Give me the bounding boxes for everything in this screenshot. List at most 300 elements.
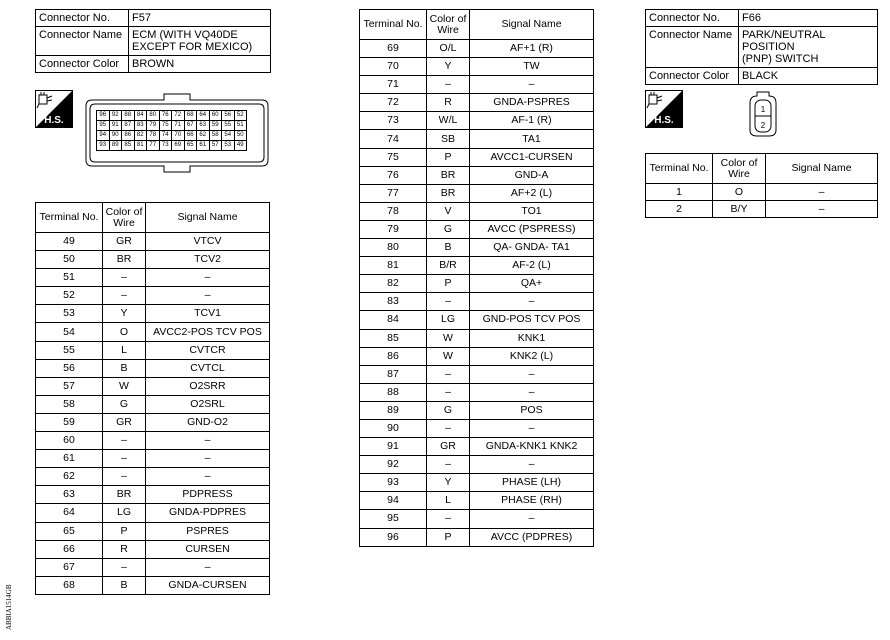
hs-label: H.S. — [654, 115, 674, 126]
signal-name-cell: – — [766, 184, 878, 201]
connector-name-line1: ECM (WITH VQ40DE — [132, 29, 238, 41]
wire-color-cell: Y — [427, 58, 470, 76]
signal-name-cell: – — [146, 287, 270, 305]
terminal-no-cell: 52 — [36, 287, 103, 305]
terminal-no-cell: 92 — [360, 456, 427, 474]
table-row — [36, 395, 270, 413]
pin-cell: 80 — [147, 111, 160, 121]
pin-cell: 65 — [184, 141, 197, 151]
wire-color-cell: BR — [103, 251, 146, 269]
table-row — [36, 504, 270, 522]
wire-color-cell: Y — [427, 474, 470, 492]
terminal-no-cell: 77 — [360, 184, 427, 202]
table-body — [36, 233, 270, 595]
signal-name-cell: TA1 — [470, 130, 594, 148]
connector-color-label: Connector Color — [36, 56, 129, 73]
signal-name-cell: POS — [470, 401, 594, 419]
header-signal-name: Signal Name — [470, 10, 594, 40]
terminal-no-cell: 2 — [646, 201, 713, 218]
table-row — [360, 329, 594, 347]
wire-color-cell: B/R — [427, 257, 470, 275]
wire-color-cell: O — [713, 184, 766, 201]
pin-grid-table — [96, 110, 247, 151]
terminal-table-f57-b — [359, 9, 594, 547]
wire-color-cell: – — [103, 269, 146, 287]
header-terminal-no: Terminal No. — [36, 203, 103, 233]
terminal-no-cell: 91 — [360, 438, 427, 456]
signal-name-cell: – — [470, 456, 594, 474]
terminal-no-cell: 70 — [360, 58, 427, 76]
pin-cell: 57 — [209, 141, 222, 151]
table-row — [36, 377, 270, 395]
table-row — [36, 486, 270, 504]
signal-name-cell: – — [470, 510, 594, 528]
signal-name-cell: CURSEN — [146, 540, 270, 558]
table-row — [36, 323, 270, 341]
pin-cell: 83 — [134, 121, 147, 131]
harness-side-icon — [35, 90, 73, 128]
pin-cell: 76 — [159, 111, 172, 121]
signal-name-cell: O2SRL — [146, 395, 270, 413]
f57-pin-grid — [96, 110, 247, 151]
pin-cell: 88 — [122, 111, 135, 121]
wire-color-cell: O — [103, 323, 146, 341]
f66-connector-face — [748, 90, 778, 138]
pin-cell: 81 — [134, 141, 147, 151]
table-row — [360, 510, 594, 528]
terminal-no-cell: 78 — [360, 202, 427, 220]
header-terminal-no: Terminal No. — [646, 154, 713, 184]
signal-name-cell: AF-1 (R) — [470, 112, 594, 130]
signal-name-cell: TCV2 — [146, 251, 270, 269]
table-row — [360, 492, 594, 510]
terminal-no-cell: 1 — [646, 184, 713, 201]
pin-cell: 64 — [197, 111, 210, 121]
pin-cell: 62 — [197, 131, 210, 141]
wire-color-cell: – — [103, 287, 146, 305]
terminal-no-cell: 62 — [36, 468, 103, 486]
terminal-no-cell: 56 — [36, 359, 103, 377]
header-color-line2: Wire — [113, 216, 135, 229]
figure-code-text: ABBIA1514GB — [5, 584, 13, 630]
table-body — [360, 40, 594, 547]
pin-cell: 60 — [209, 111, 222, 121]
terminal-no-cell: 64 — [36, 504, 103, 522]
signal-name-cell: KNK1 — [470, 329, 594, 347]
wire-color-cell: LG — [427, 311, 470, 329]
signal-name-cell: – — [146, 558, 270, 576]
signal-name-cell: – — [470, 383, 594, 401]
pin-1-label: 1 — [760, 105, 766, 114]
pin-cell: 51 — [234, 121, 247, 131]
table-row — [36, 305, 270, 323]
wire-color-cell: W — [427, 329, 470, 347]
pin-cell: 89 — [109, 141, 122, 151]
wire-color-cell: BR — [427, 166, 470, 184]
pin-cell: 61 — [197, 141, 210, 151]
table-row — [360, 275, 594, 293]
wire-color-cell: V — [427, 202, 470, 220]
signal-name-cell: GND-POS TCV POS — [470, 311, 594, 329]
pin-cell: 58 — [209, 131, 222, 141]
terminal-no-cell: 84 — [360, 311, 427, 329]
table-row — [360, 76, 594, 94]
terminal-no-cell: 57 — [36, 377, 103, 395]
signal-name-cell: – — [146, 269, 270, 287]
terminal-no-cell: 96 — [360, 528, 427, 546]
wire-color-cell: – — [103, 558, 146, 576]
figure-code — [2, 572, 14, 632]
table-row — [36, 269, 270, 287]
pin-cell: 78 — [147, 131, 160, 141]
terminal-no-cell: 74 — [360, 130, 427, 148]
table-row — [360, 474, 594, 492]
terminal-no-cell: 63 — [36, 486, 103, 504]
terminal-no-cell: 81 — [360, 257, 427, 275]
terminal-table-f57-a — [35, 202, 270, 595]
wire-color-cell: – — [427, 510, 470, 528]
pin-cell: 77 — [147, 141, 160, 151]
pin-cell: 54 — [222, 131, 235, 141]
signal-name-cell: TW — [470, 58, 594, 76]
wire-color-cell: GR — [103, 233, 146, 251]
table-row — [646, 184, 878, 201]
table-row — [360, 456, 594, 474]
terminal-no-cell: 88 — [360, 383, 427, 401]
wire-color-cell: – — [427, 419, 470, 437]
wire-color-cell: P — [427, 148, 470, 166]
pin-cell: 94 — [97, 131, 110, 141]
connector-no-value: F66 — [739, 10, 878, 27]
signal-name-cell: O2SRR — [146, 377, 270, 395]
wire-color-cell: G — [427, 401, 470, 419]
pin-row — [97, 131, 247, 141]
table-row — [360, 112, 594, 130]
table-body — [646, 184, 878, 218]
terminal-no-cell: 69 — [360, 40, 427, 58]
pin-cell: 96 — [97, 111, 110, 121]
harness-side-icon — [645, 90, 683, 128]
signal-name-cell: AVCC1-CURSEN — [470, 148, 594, 166]
table-row — [646, 201, 878, 218]
wire-color-cell: B — [103, 576, 146, 594]
table-row — [360, 94, 594, 112]
wire-color-cell: W/L — [427, 112, 470, 130]
table-row — [36, 576, 270, 594]
pin-cell: 86 — [122, 131, 135, 141]
pin-cell: 92 — [109, 111, 122, 121]
signal-name-cell: PDPRESS — [146, 486, 270, 504]
connector-name-line2: EXCEPT FOR MEXICO) — [132, 41, 253, 53]
pin-cell: 87 — [122, 121, 135, 131]
terminal-no-cell: 66 — [36, 540, 103, 558]
table-row — [360, 257, 594, 275]
f57-connector-face — [84, 92, 270, 176]
pin-cell: 49 — [234, 141, 247, 151]
signal-name-cell: GNDA-CURSEN — [146, 576, 270, 594]
pin-row — [97, 141, 247, 151]
pin-cell: 73 — [159, 141, 172, 151]
terminal-no-cell: 60 — [36, 432, 103, 450]
terminal-no-cell: 61 — [36, 450, 103, 468]
pin-row — [97, 121, 247, 131]
signal-name-cell: GNDA-PDPRES — [146, 504, 270, 522]
terminal-no-cell: 80 — [360, 239, 427, 257]
terminal-no-cell: 76 — [360, 166, 427, 184]
table-row — [36, 540, 270, 558]
connector-color-label: Connector Color — [646, 68, 739, 85]
wire-color-cell: BR — [103, 486, 146, 504]
hs-label: H.S. — [44, 115, 64, 126]
wire-color-cell: Y — [103, 305, 146, 323]
signal-name-cell: AVCC2-POS TCV POS — [146, 323, 270, 341]
table-row — [36, 413, 270, 431]
signal-name-cell: – — [470, 293, 594, 311]
connector-name-label: Connector Name — [36, 27, 129, 56]
table-row — [36, 251, 270, 269]
table-row — [360, 401, 594, 419]
pin-cell: 75 — [159, 121, 172, 131]
header-terminal-no: Terminal No. — [360, 10, 427, 40]
wire-color-cell: – — [427, 76, 470, 94]
signal-name-cell: CVTCL — [146, 359, 270, 377]
signal-name-cell: GNDA-KNK1 KNK2 — [470, 438, 594, 456]
table-row — [36, 341, 270, 359]
connector-no-label: Connector No. — [36, 10, 129, 27]
table-row — [360, 311, 594, 329]
table-row — [360, 347, 594, 365]
wire-color-cell: R — [427, 94, 470, 112]
table-row — [360, 383, 594, 401]
terminal-no-cell: 94 — [360, 492, 427, 510]
wire-color-cell: GR — [427, 438, 470, 456]
pin-cell: 90 — [109, 131, 122, 141]
wire-color-cell: B — [103, 359, 146, 377]
signal-name-cell: – — [146, 468, 270, 486]
terminal-no-cell: 86 — [360, 347, 427, 365]
table-row — [360, 419, 594, 437]
pin-cell: 91 — [109, 121, 122, 131]
wire-color-cell: – — [427, 456, 470, 474]
wire-color-cell: R — [103, 540, 146, 558]
terminal-table-f66 — [645, 153, 878, 218]
wire-color-cell: – — [427, 365, 470, 383]
wire-color-cell: P — [103, 522, 146, 540]
signal-name-cell: AF+1 (R) — [470, 40, 594, 58]
wire-color-cell: G — [103, 395, 146, 413]
f57-connector-info — [35, 9, 271, 73]
connector-name-value — [129, 27, 271, 56]
terminal-no-cell: 85 — [360, 329, 427, 347]
pin-2-label: 2 — [760, 121, 766, 130]
signal-name-cell: – — [470, 365, 594, 383]
table-row — [36, 558, 270, 576]
table-row — [36, 233, 270, 251]
terminal-no-cell: 53 — [36, 305, 103, 323]
terminal-no-cell: 54 — [36, 323, 103, 341]
header-color-of-wire — [713, 154, 766, 184]
terminal-no-cell: 49 — [36, 233, 103, 251]
pin-cell: 50 — [234, 131, 247, 141]
signal-name-cell: – — [146, 450, 270, 468]
wire-color-cell: – — [427, 383, 470, 401]
wire-color-cell: B/Y — [713, 201, 766, 218]
signal-name-cell: TO1 — [470, 202, 594, 220]
signal-name-cell: PSPRES — [146, 522, 270, 540]
wire-color-cell: W — [103, 377, 146, 395]
terminal-no-cell: 65 — [36, 522, 103, 540]
terminal-no-cell: 59 — [36, 413, 103, 431]
table-row — [360, 528, 594, 546]
signal-name-cell: PHASE (LH) — [470, 474, 594, 492]
table-row — [36, 450, 270, 468]
signal-name-cell: – — [146, 432, 270, 450]
pin-cell: 74 — [159, 131, 172, 141]
signal-name-cell: VTCV — [146, 233, 270, 251]
header-color-line2: Wire — [437, 23, 459, 36]
table-row — [36, 432, 270, 450]
connector-name-label: Connector Name — [646, 27, 739, 68]
signal-name-cell: GND-O2 — [146, 413, 270, 431]
terminal-no-cell: 72 — [360, 94, 427, 112]
table-row — [360, 293, 594, 311]
connector-name-value — [739, 27, 878, 68]
wire-color-cell: B — [427, 239, 470, 257]
table-row — [360, 220, 594, 238]
wire-color-cell: – — [103, 468, 146, 486]
wire-color-cell: BR — [427, 184, 470, 202]
table-row — [360, 58, 594, 76]
header-signal-name: Signal Name — [766, 154, 878, 184]
pin-cell: 70 — [172, 131, 185, 141]
terminal-no-cell: 51 — [36, 269, 103, 287]
table-row — [360, 202, 594, 220]
pin-cell: 84 — [134, 111, 147, 121]
signal-name-cell: AF-2 (L) — [470, 257, 594, 275]
pin-cell: 52 — [234, 111, 247, 121]
table-row — [360, 184, 594, 202]
wire-color-cell: L — [103, 341, 146, 359]
terminal-no-cell: 75 — [360, 148, 427, 166]
terminal-no-cell: 58 — [36, 395, 103, 413]
connector-no-value: F57 — [129, 10, 271, 27]
terminal-no-cell: 55 — [36, 341, 103, 359]
table-row — [360, 239, 594, 257]
pin-row — [97, 111, 247, 121]
pin-cell: 55 — [222, 121, 235, 131]
header-color-line1: Color of — [105, 205, 143, 218]
pin-cell: 72 — [172, 111, 185, 121]
signal-name-cell: – — [470, 76, 594, 94]
table-row — [36, 359, 270, 377]
connector-no-label: Connector No. — [646, 10, 739, 27]
table-row — [36, 522, 270, 540]
pin-cell: 71 — [172, 121, 185, 131]
table-row — [360, 40, 594, 58]
pin-cell: 63 — [197, 121, 210, 131]
pin-cell: 53 — [222, 141, 235, 151]
terminal-no-cell: 83 — [360, 293, 427, 311]
connector-color-value: BLACK — [739, 68, 878, 85]
wire-color-cell: – — [103, 450, 146, 468]
table-row — [360, 365, 594, 383]
wire-color-cell: – — [427, 293, 470, 311]
table-row — [360, 130, 594, 148]
signal-name-cell: TCV1 — [146, 305, 270, 323]
table-row — [360, 148, 594, 166]
pin-cell: 95 — [97, 121, 110, 131]
pin-cell: 93 — [97, 141, 110, 151]
signal-name-cell: AF+2 (L) — [470, 184, 594, 202]
terminal-no-cell: 89 — [360, 401, 427, 419]
pin-cell: 68 — [184, 111, 197, 121]
wire-color-cell: W — [427, 347, 470, 365]
wire-color-cell: L — [427, 492, 470, 510]
table-row — [36, 468, 270, 486]
signal-name-cell: AVCC (PDPRES) — [470, 528, 594, 546]
terminal-no-cell: 93 — [360, 474, 427, 492]
table-row — [36, 287, 270, 305]
signal-name-cell: AVCC (PSPRESS) — [470, 220, 594, 238]
wire-color-cell: O/L — [427, 40, 470, 58]
terminal-no-cell: 95 — [360, 510, 427, 528]
table-row — [360, 438, 594, 456]
signal-name-cell: QA- GNDA- TA1 — [470, 239, 594, 257]
terminal-no-cell: 79 — [360, 220, 427, 238]
header-color-line1: Color of — [429, 12, 467, 25]
pin-cell: 67 — [184, 121, 197, 131]
terminal-no-cell: 67 — [36, 558, 103, 576]
signal-name-cell: – — [470, 419, 594, 437]
table-row — [360, 166, 594, 184]
terminal-no-cell: 68 — [36, 576, 103, 594]
header-color-line2: Wire — [728, 167, 750, 180]
header-color-line1: Color of — [720, 156, 758, 169]
pin-cell: 82 — [134, 131, 147, 141]
signal-name-cell: GND-A — [470, 166, 594, 184]
pin-cell: 56 — [222, 111, 235, 121]
connector-color-value: BROWN — [129, 56, 271, 73]
terminal-no-cell: 73 — [360, 112, 427, 130]
pin-cell: 59 — [209, 121, 222, 131]
pin-cell: 85 — [122, 141, 135, 151]
pin-cell: 66 — [184, 131, 197, 141]
wire-color-cell: SB — [427, 130, 470, 148]
connector-name-line1: PARK/NEUTRAL POSITION — [742, 29, 826, 53]
header-color-of-wire — [427, 10, 470, 40]
pin-cell: 69 — [172, 141, 185, 151]
terminal-no-cell: 71 — [360, 76, 427, 94]
wire-color-cell: P — [427, 528, 470, 546]
signal-name-cell: CVTCR — [146, 341, 270, 359]
signal-name-cell: – — [766, 201, 878, 218]
signal-name-cell: KNK2 (L) — [470, 347, 594, 365]
header-color-of-wire — [103, 203, 146, 233]
wire-color-cell: – — [103, 432, 146, 450]
signal-name-cell: PHASE (RH) — [470, 492, 594, 510]
wire-color-cell: G — [427, 220, 470, 238]
terminal-no-cell: 50 — [36, 251, 103, 269]
terminal-no-cell: 90 — [360, 419, 427, 437]
f66-connector-info — [645, 9, 878, 85]
pin-cell: 79 — [147, 121, 160, 131]
connector-name-line2: (PNP) SWITCH — [742, 53, 819, 65]
wire-color-cell: GR — [103, 413, 146, 431]
header-signal-name: Signal Name — [146, 203, 270, 233]
terminal-no-cell: 87 — [360, 365, 427, 383]
terminal-no-cell: 82 — [360, 275, 427, 293]
wire-color-cell: LG — [103, 504, 146, 522]
